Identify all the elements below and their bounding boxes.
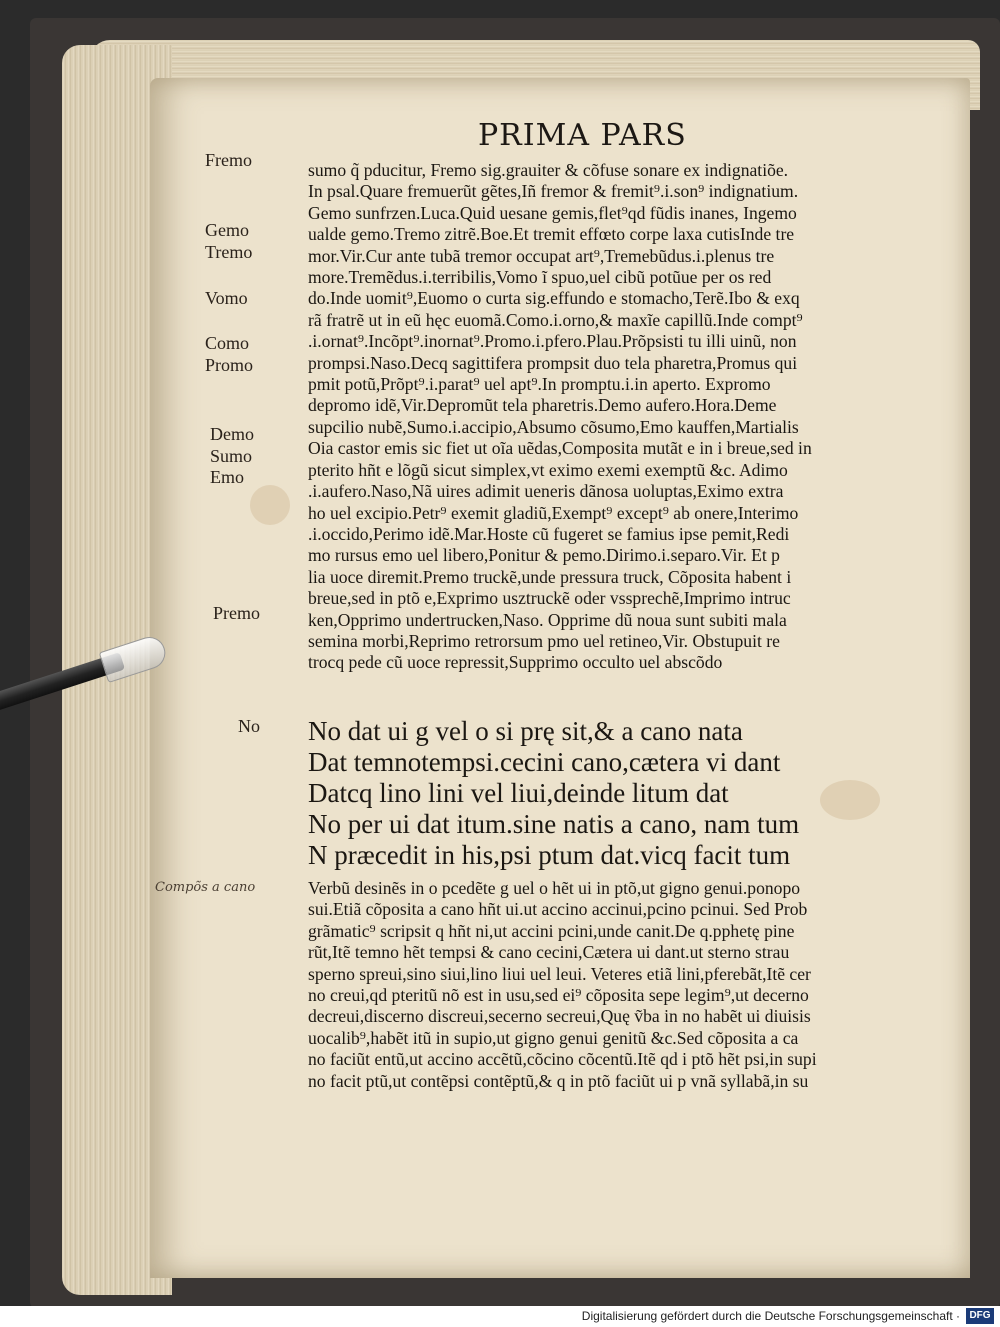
text-line: grãmatic⁹ scripsit q hñt ni,ut accini pcini,unde canit.De q.pphetę pine	[308, 920, 795, 941]
margin-word: No	[238, 716, 260, 736]
text-line: Verbũ desinẽs in o pcedẽte g uel o hẽt ui in ptõ,ut gigno genui.ponopo	[308, 878, 801, 898]
text-line: Datcq lino lini vel liui,deinde litum dat	[308, 778, 729, 808]
prose-block-1	[308, 160, 938, 674]
text-line: rũt,Itẽ temno hẽt tempsi & cano cecini,Cætera ui dant.ut sterno strau	[308, 942, 790, 963]
verse-block	[308, 716, 928, 871]
margin-word: Demo	[210, 424, 254, 444]
margin-word: Vomo	[205, 288, 248, 308]
margin-word: Gemo	[205, 220, 249, 240]
page-header: PRIMA PARS	[478, 118, 687, 153]
text-line: Gemo sunfrzen.Luca.Quid uesane gemis,flet⁹qd fũdis inanes, Ingemo	[308, 202, 797, 223]
text-line: .i.ornat⁹.Incõpt⁹.inornat⁹.Promo.i.pfero.Plau.Prõpsisti tu illi uinũ, non	[308, 331, 797, 352]
text-line: supcilio nubẽ,Sumo.i.accipio,Absumo cõsumo,Emo kauffen,Martialis	[308, 416, 799, 437]
paper-stain	[250, 485, 290, 525]
text-line: N præcedit in his,psi ptum dat.vicq facit tum	[308, 840, 791, 870]
text-line: No dat ui g vel o si prę sit,& a cano nata	[308, 716, 743, 746]
text-line: sui.Etiã cõposita a cano hñt ui.ut accino accinui,pcino pcinui. Sed Prob	[308, 899, 808, 920]
margin-word: Tremo	[205, 242, 253, 262]
text-line: Dat temnotempsi.cecini cano,cætera vi dant	[308, 747, 781, 777]
text-line: ken,Opprimo undertrucken,Naso. Opprime dũ noua sunt subiti mala	[308, 609, 787, 630]
text-line: uocalib⁹,habẽt itũ in supio,ut gigno genui genitũ &c.Sed cõposita a ca	[308, 1027, 799, 1048]
text-line: depromo idẽ,Vir.Depromũt tela pharetris.Demo aufero.Hora.Deme	[308, 395, 777, 416]
text-line: no creui,qd pteritũ nõ est in usu,sed ei⁹ cõposita sepe legim⁹,ut decerno	[308, 985, 809, 1006]
text-line: mo rursus emo uel libero,Ponitur & pemo.Dirimo.i.separo.Vir. Et p	[308, 545, 780, 566]
text-line: sperno spreui,sino siui,lino liui uel leui. Veteres etiã lini,pferebãt,Itẽ cer	[308, 963, 811, 984]
text-line: mor.Vir.Cur ante tubã tremor occupat art⁹,Tremebũdus.i.plenus tre	[308, 245, 775, 266]
margin-word: Como	[205, 333, 250, 353]
text-line: breue,sed in ptõ e,Exprimo usztruckẽ oder vssprechẽ,Imprimo intruc	[308, 588, 791, 609]
text-line: In psal.Quare fremuerũt gẽtes,Iñ fremor & fremit⁹.i.son⁹ indignatium.	[308, 181, 799, 202]
prose-block-2	[308, 878, 938, 1092]
text-line: semina morbi,Reprimo retrorsum pmo uel retineo,Vir. Obstupuit re	[308, 630, 780, 651]
margin-word: Premo	[213, 603, 260, 623]
text-line: no faciũt entũ,ut accino accẽtũ,cõcino cõcentũ.Itẽ qd i ptõ hẽt psi,in supi	[308, 1049, 817, 1070]
text-line: decreui,discerno discreui,secerno secreui,Quę ṽba in no habẽt ui diuisis	[308, 1006, 811, 1027]
text-line: .i.aufero.Naso,Nã uires adimit ueneris dãnosa uoluptas,Eximo extra	[308, 481, 784, 502]
text-line: No per ui dat itum.sine natis a cano, nam tum	[308, 809, 800, 839]
text-line: pmit potũ,Prõpt⁹.i.parat⁹ uel apt⁹.In promptu.i.in aperto. Expromo	[308, 374, 771, 395]
text-line: trocq pede cũ uoce repressit,Supprimo occulto uel abscõdo	[308, 652, 723, 673]
margin-word: Promo	[205, 355, 254, 375]
text-line: prompsi.Naso.Decq sagittifera prompsit duo tela pharetra,Promus qui	[308, 352, 798, 373]
text-line: ualde gemo.Tremo zitrẽ.Boe.Et tremit effœto corpe laxa cutisInde tre	[308, 224, 795, 245]
text-line: pterito hñt e lõgũ sicut simplex,vt eximo exemi exemptũ &c. Adimo	[308, 459, 788, 480]
text-line: do.Inde uomit⁹,Euomo o curta sig.effundo e stomacho,Terẽ.Ibo & exq	[308, 288, 800, 309]
margin-word: Emo	[210, 467, 244, 487]
dfg-logo: DFG	[966, 1308, 994, 1324]
handwritten-annotation: Compõs a cano	[155, 880, 256, 895]
text-line: ho uel excipio.Petr⁹ exemit gladiũ,Exempt⁹ except⁹ ab onere,Interimo	[308, 502, 799, 523]
text-line: more.Tremẽdus.i.terribilis,Vomo ĩ spuo,uel cibũ potũue per os red	[308, 267, 772, 288]
text-line: rã fratrẽ ut in eũ hęc euomã.Como.i.orno,& maxĩe capillũ.Inde compt⁹	[308, 309, 803, 330]
footer-credit: Digitalisierung gefördert durch die Deutsche Forschungsgemeinschaft ·	[581, 1309, 960, 1323]
margin-word: Fremo	[205, 150, 252, 170]
footer-bar	[0, 1306, 1000, 1327]
text-line: .i.occido,Perimo idẽ.Mar.Hoste cũ fugeret se famius ipse pemit,Redi	[308, 523, 790, 544]
text-line: lia uoce diremit.Premo truckẽ,unde pressura truck, Cõposita habent i	[308, 566, 792, 587]
text-line: Oia castor emis sic fiet ut oĩa uẽdas,Composita mutãt e in i breue,sed in	[308, 438, 812, 459]
text-line: no facit ptũ,ut contẽpsi contẽptũ,& q in ptõ faciũt ui p vnã syllabã,in su	[308, 1070, 809, 1091]
margin-word: Sumo	[210, 446, 253, 466]
text-line: sumo q̃ pducitur, Fremo sig.grauiter & cõfuse sonare ex indignatiõe.	[308, 160, 789, 180]
